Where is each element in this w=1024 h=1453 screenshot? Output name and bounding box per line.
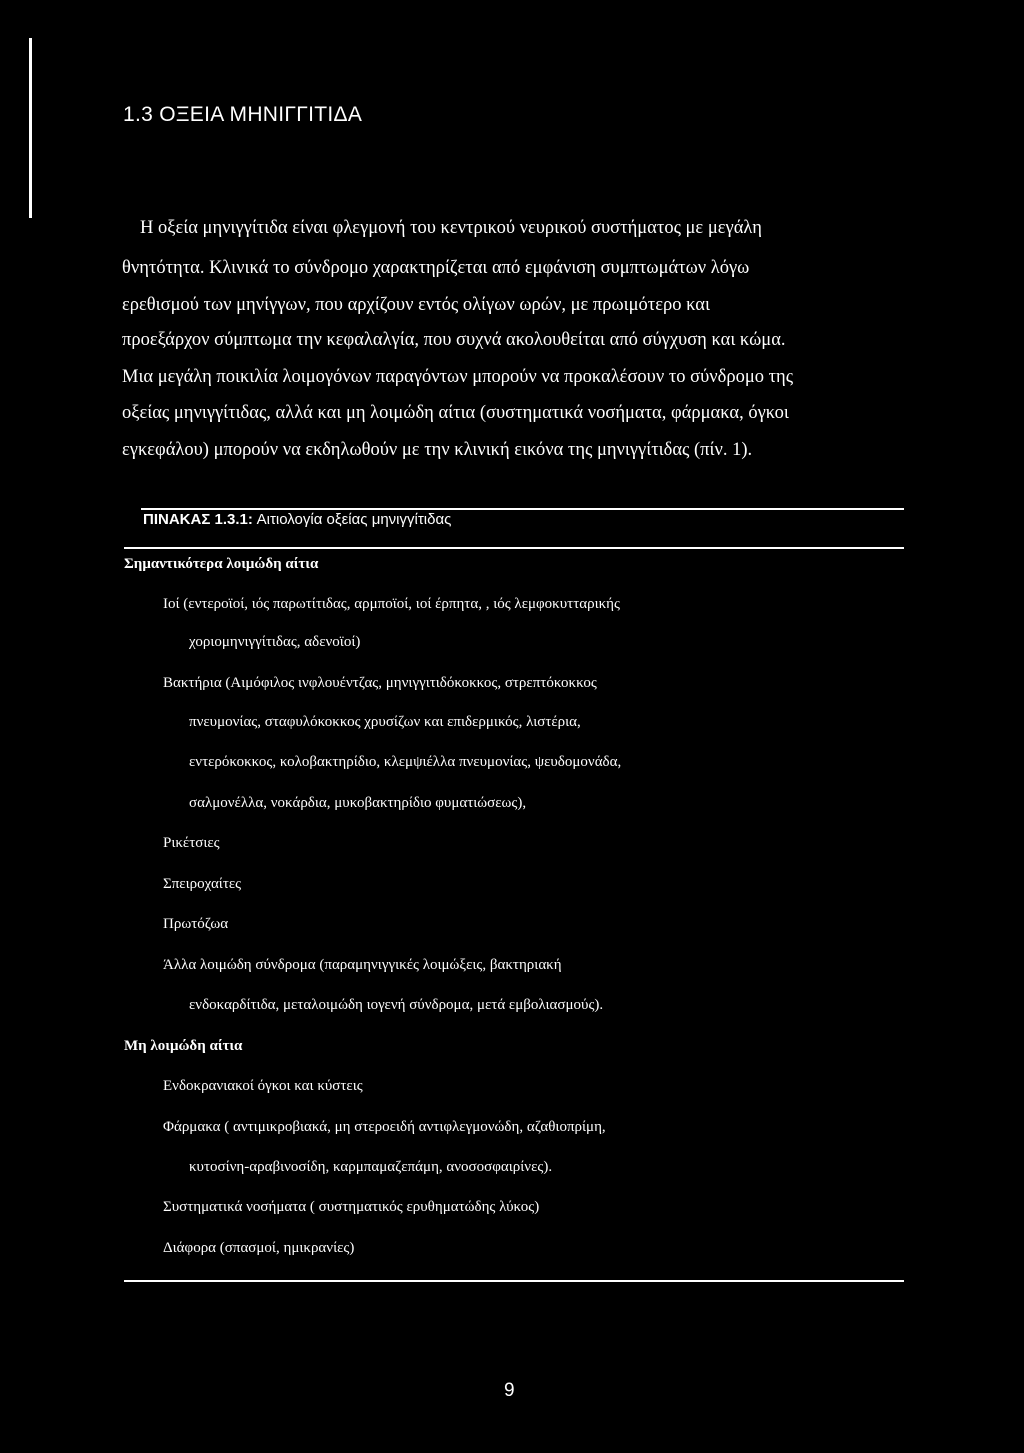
margin-rule xyxy=(29,38,32,218)
table-bottom-rule xyxy=(124,1280,904,1282)
table-line: σαλμονέλλα, νοκάρδια, μυκοβακτηρίδιο φυματιώσεως), xyxy=(189,795,527,811)
table-line: χοριομηνιγγίτιδας, αδενοϊοί) xyxy=(189,634,361,650)
table-line: Πρωτόζωα xyxy=(163,916,229,932)
table-line: ενδοκαρδίτιδα, μεταλοιμώδη ιογενή σύνδρομα, μετά εμβολιασμούς). xyxy=(189,997,604,1013)
table-line: Ιοί (εντεροϊοί, ιός παρωτίτιδας, αρμποϊοί, ιοί έρπητα, , ιός λεμφοκυτταρικής xyxy=(163,596,620,612)
table-line: πνευμονίας, σταφυλόκοκκος χρυσίζων και επιδερμικός, λιστέρια, xyxy=(189,714,581,730)
table-line: Ενδοκρανιακοί όγκοι και κύστεις xyxy=(163,1078,363,1094)
table-line: Ρικέτσιες xyxy=(163,835,220,851)
table-top-rule xyxy=(141,508,904,510)
paragraph-line: οξείας μηνιγγίτιδας, αλλά και μη λοιμώδη αίτια (συστηματικά νοσήματα, φάρμακα, όγκοι xyxy=(122,403,789,423)
infectious-causes-heading: Σημαντικότερα λοιμώδη αίτια xyxy=(124,556,319,572)
table-line: εντερόκοκκος, κολοβακτηρίδιο, κλεμψιέλλα πνευμονίας, ψευδομονάδα, xyxy=(189,754,622,770)
paragraph-line: ερεθισμού των μηνίγγων, που αρχίζουν εντός ολίγων ωρών, με πρωιμότερο και xyxy=(122,295,710,315)
table-line: Βακτήρια (Αιμόφιλος ινφλουέντζας, μηνιγγιτιδόκοκκος, στρεπτόκοκκος xyxy=(163,675,597,691)
table-line: Συστηματικά νοσήματα ( συστηματικός ερυθηματώδης λύκος) xyxy=(163,1199,540,1215)
table-line: Άλλα λοιμώδη σύνδρομα (παραμηνιγγικές λοιμώξεις, βακτηριακή xyxy=(163,957,562,973)
paragraph-line: Η οξεία μηνιγγίτιδα είναι φλεγμονή του κεντρικού νευρικού συστήματος με μεγάλη xyxy=(140,218,762,238)
section-heading: 1.3 ΟΞΕΙΑ ΜΗΝΙΓΓΙΤΙΔΑ xyxy=(123,103,363,126)
table-caption-label: ΠΙΝΑΚΑΣ 1.3.1: xyxy=(143,511,253,528)
table-line: Διάφορα (σπασμοί, ημικρανίες) xyxy=(163,1240,355,1256)
table-line: κυτοσίνη-αραβινοσίδη, καρμπαμαζεπάμη, ανοσοσφαιρίνες). xyxy=(189,1159,553,1175)
page-number: 9 xyxy=(504,1380,515,1401)
noninfectious-causes-heading: Μη λοιμώδη αίτια xyxy=(124,1038,243,1054)
table-header-rule xyxy=(124,547,904,549)
paragraph-line: Μια μεγάλη ποικιλία λοιμογόνων παραγόντων μπορούν να προκαλέσουν το σύνδρομο της xyxy=(122,367,794,387)
paragraph-line: θνητότητα. Κλινικά το σύνδρομο χαρακτηρίζεται από εμφάνιση συμπτωμάτων λόγω xyxy=(122,258,750,278)
paragraph-line: προεξάρχον σύμπτωμα την κεφαλαλγία, που συχνά ακολουθείται από σύγχυση και κώμα. xyxy=(122,330,786,350)
paragraph-line: εγκεφάλου) μπορούν να εκδηλωθούν με την κλινική εικόνα της μηνιγγίτιδας (πίν. 1). xyxy=(122,440,753,460)
table-line: Φάρμακα ( αντιμικροβιακά, μη στεροειδή αντιφλεγμονώδη, αζαθιοπρίμη, xyxy=(163,1119,606,1135)
table-line: Σπειροχαίτες xyxy=(163,876,242,892)
table-caption-text: Αιτιολογία οξείας μηνιγγίτιδας xyxy=(256,511,452,528)
table-caption xyxy=(143,512,451,528)
